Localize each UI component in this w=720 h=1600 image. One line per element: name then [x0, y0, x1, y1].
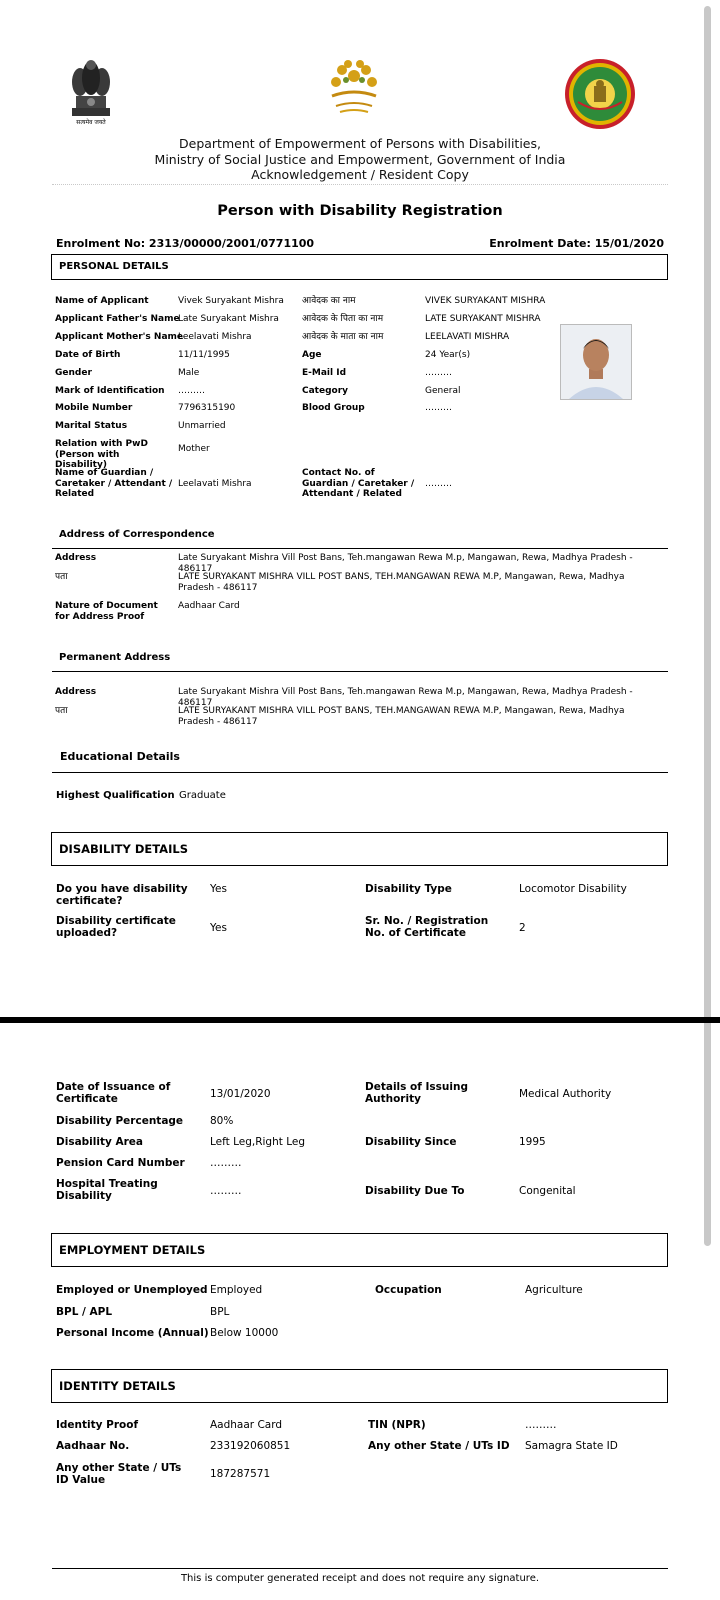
education-divider — [52, 772, 668, 773]
enrolment-number: Enrolment No: 2313/00000/2001/0771100 — [56, 237, 315, 250]
employment-details-title: EMPLOYMENT DETAILS — [59, 1243, 206, 1257]
label-disability-area: Disability Area — [56, 1136, 143, 1148]
label-relation: Relation with PwD (Person with Disability) — [55, 439, 148, 470]
value-issuing-authority: Medical Authority — [519, 1088, 612, 1100]
label-occupation: Occupation — [375, 1284, 442, 1296]
label-disability-type: Disability Type — [365, 883, 452, 895]
value-father: Late Suryakant Mishra — [178, 314, 279, 324]
label-name-hindi: आवेदक का नाम — [302, 296, 356, 306]
enrolment-date: Enrolment Date: 15/01/2020 — [489, 237, 664, 250]
value-relation: Mother — [178, 444, 210, 454]
label-email: E-Mail Id — [302, 368, 347, 378]
value-email: ……… — [425, 368, 452, 378]
education-label: Highest Qualification — [56, 790, 175, 801]
label-guardian-contact: Contact No. of Guardian / Caretaker / Attendant / Related — [302, 468, 415, 499]
value-mother: Leelavati Mishra — [178, 332, 252, 342]
label-marital: Marital Status — [55, 421, 128, 431]
value-occupation: Agriculture — [525, 1284, 583, 1296]
corr-address-hindi-value: LATE SURYAKANT MISHRA VILL POST BANS, TEH.MANGAWAN REWA M.P, Mangawan, Rewa, Madhya Pradesh - 486117 — [178, 572, 625, 593]
label-hospital: Hospital Treating Disability — [56, 1178, 158, 1202]
correspondence-divider — [52, 548, 668, 549]
label-mother: Applicant Mother's Name — [55, 332, 183, 342]
label-name: Name of Applicant — [55, 296, 149, 306]
department-line: Department of Empowerment of Persons with Disabilities, — [179, 136, 541, 151]
permanent-heading: Permanent Address — [59, 652, 171, 663]
value-name-caps: VIVEK SURYAKANT MISHRA — [425, 296, 546, 306]
national-emblem-logo — [66, 56, 116, 128]
value-tin: ……… — [525, 1419, 557, 1431]
perm-address-hindi-value: LATE SURYAKANT MISHRA VILL POST BANS, TEH.MANGAWAN REWA M.P, Mangawan, Rewa, Madhya Pradesh - 486117 — [178, 706, 625, 727]
label-father-hindi: आवेदक के पिता का नाम — [302, 314, 384, 324]
label-disability-since: Disability Since — [365, 1136, 457, 1148]
label-age: Age — [302, 350, 322, 360]
scrollbar-thumb[interactable] — [704, 6, 711, 1246]
acknowledgement-line: Acknowledgement / Resident Copy — [251, 167, 469, 182]
disability-details-title: DISABILITY DETAILS — [59, 842, 188, 856]
label-category: Category — [302, 386, 349, 396]
label-father: Applicant Father's Name — [55, 314, 180, 324]
corr-doc-label: Nature of Document for Address Proof — [55, 601, 158, 622]
value-pension-card: ……… — [210, 1157, 242, 1169]
label-tin: TIN (NPR) — [368, 1419, 426, 1431]
value-age: 24 Year(s) — [425, 350, 471, 360]
correspondence-heading: Address of Correspondence — [59, 529, 215, 540]
label-other-state-id-value: Any other State / UTs ID Value — [56, 1462, 182, 1486]
label-disability-percent: Disability Percentage — [56, 1115, 184, 1127]
value-guardian: Leelavati Mishra — [178, 479, 252, 489]
madhya-pradesh-logo — [564, 58, 636, 130]
label-mobile: Mobile Number — [55, 403, 133, 413]
personal-details-header — [51, 254, 668, 280]
disability-details-header — [51, 832, 668, 866]
value-disability-since: 1995 — [519, 1136, 546, 1148]
perm-address-value: Late Suryakant Mishra Vill Post Bans, Teh.mangawan Rewa M.p, Mangawan, Rewa, Madhya Pradesh - 486117 — [178, 687, 633, 708]
label-cert-uploaded: Disability certificate uploaded? — [56, 915, 176, 939]
value-identity-proof: Aadhaar Card — [210, 1419, 283, 1431]
emblem-motto: सत्यमेव जयते — [76, 119, 106, 126]
value-category: General — [425, 386, 461, 396]
value-other-state-id: Samagra State ID — [525, 1440, 618, 1452]
value-disability-area: Left Leg,Right Leg — [210, 1136, 305, 1148]
label-employment-status: Employed or Unemployed — [56, 1284, 208, 1296]
value-employment-status: Employed — [210, 1284, 263, 1296]
ministry-line: Ministry of Social Justice and Empowerment, Government of India — [154, 152, 566, 167]
footer-note: This is computer generated receipt and does not require any signature. — [180, 1573, 540, 1584]
corr-address-label: Address — [55, 553, 97, 563]
sugamya-logo — [322, 58, 386, 116]
label-gender: Gender — [55, 368, 92, 378]
label-dob: Date of Birth — [55, 350, 121, 360]
label-mark: Mark of Identification — [55, 386, 165, 396]
personal-details-title: PERSONAL DETAILS — [59, 261, 169, 272]
label-identity-proof: Identity Proof — [56, 1419, 139, 1431]
page-break — [0, 1017, 720, 1023]
value-gender: Male — [178, 368, 200, 378]
header-divider — [52, 184, 668, 185]
value-hospital: ……… — [210, 1185, 242, 1197]
label-disability-due: Disability Due To — [365, 1185, 465, 1197]
value-disability-percent: 80% — [210, 1115, 234, 1127]
label-pension-card: Pension Card Number — [56, 1157, 185, 1169]
identity-details-title: IDENTITY DETAILS — [59, 1379, 176, 1393]
value-income: Below 10000 — [210, 1327, 279, 1339]
footer-divider — [52, 1568, 668, 1569]
label-income: Personal Income (Annual) — [56, 1327, 209, 1339]
education-heading: Educational Details — [60, 750, 180, 763]
value-disability-cert: Yes — [210, 883, 227, 895]
value-name: Vivek Suryakant Mishra — [178, 296, 284, 306]
label-blood: Blood Group — [302, 403, 365, 413]
value-blood: ……… — [425, 403, 452, 413]
value-bpl: BPL — [210, 1306, 230, 1318]
permanent-divider — [52, 671, 668, 672]
applicant-photo — [560, 324, 632, 400]
label-mother-hindi: आवेदक के माता का नाम — [302, 332, 384, 342]
perm-address-label: Address — [55, 687, 97, 697]
corr-doc-value: Aadhaar Card — [178, 601, 240, 611]
education-value: Graduate — [179, 790, 226, 801]
value-mother-caps: LEELAVATI MISHRA — [425, 332, 510, 342]
label-other-state-id: Any other State / UTs ID — [368, 1440, 510, 1452]
value-disability-due: Congenital — [519, 1185, 576, 1197]
value-guardian-contact: ……… — [425, 479, 452, 489]
perm-address-hindi-label: पता — [55, 706, 68, 716]
identity-details-header — [51, 1369, 668, 1403]
label-registration-no: Sr. No. / Registration No. of Certificate — [365, 915, 489, 939]
value-disability-type: Locomotor Disability — [519, 883, 627, 895]
label-disability-cert: Do you have disability certificate? — [56, 883, 188, 907]
page-title: Person with Disability Registration — [217, 203, 503, 219]
label-issuing-authority: Details of Issuing Authority — [365, 1081, 468, 1105]
value-father-caps: LATE SURYAKANT MISHRA — [425, 314, 541, 324]
label-aadhaar: Aadhaar No. — [56, 1440, 130, 1452]
value-aadhaar: 233192060851 — [210, 1440, 291, 1452]
value-cert-uploaded: Yes — [210, 922, 227, 934]
value-registration-no: 2 — [519, 922, 526, 934]
label-guardian: Name of Guardian / Caretaker / Attendant / Related — [55, 468, 173, 499]
value-mark: ……… — [178, 386, 205, 396]
value-mobile: 7796315190 — [178, 403, 236, 413]
label-issue-date: Date of Issuance of Certificate — [56, 1081, 171, 1105]
value-other-state-id-value: 187287571 — [210, 1468, 271, 1480]
value-dob: 11/11/1995 — [178, 350, 230, 360]
corr-address-value: Late Suryakant Mishra Vill Post Bans, Teh.mangawan Rewa M.p, Mangawan, Rewa, Madhya Pradesh - 486117 — [178, 553, 633, 574]
corr-address-hindi-label: पता — [55, 572, 68, 582]
value-issue-date: 13/01/2020 — [210, 1088, 271, 1100]
value-marital: Unmarried — [178, 421, 226, 431]
label-bpl: BPL / APL — [56, 1306, 113, 1318]
employment-details-header — [51, 1233, 668, 1267]
